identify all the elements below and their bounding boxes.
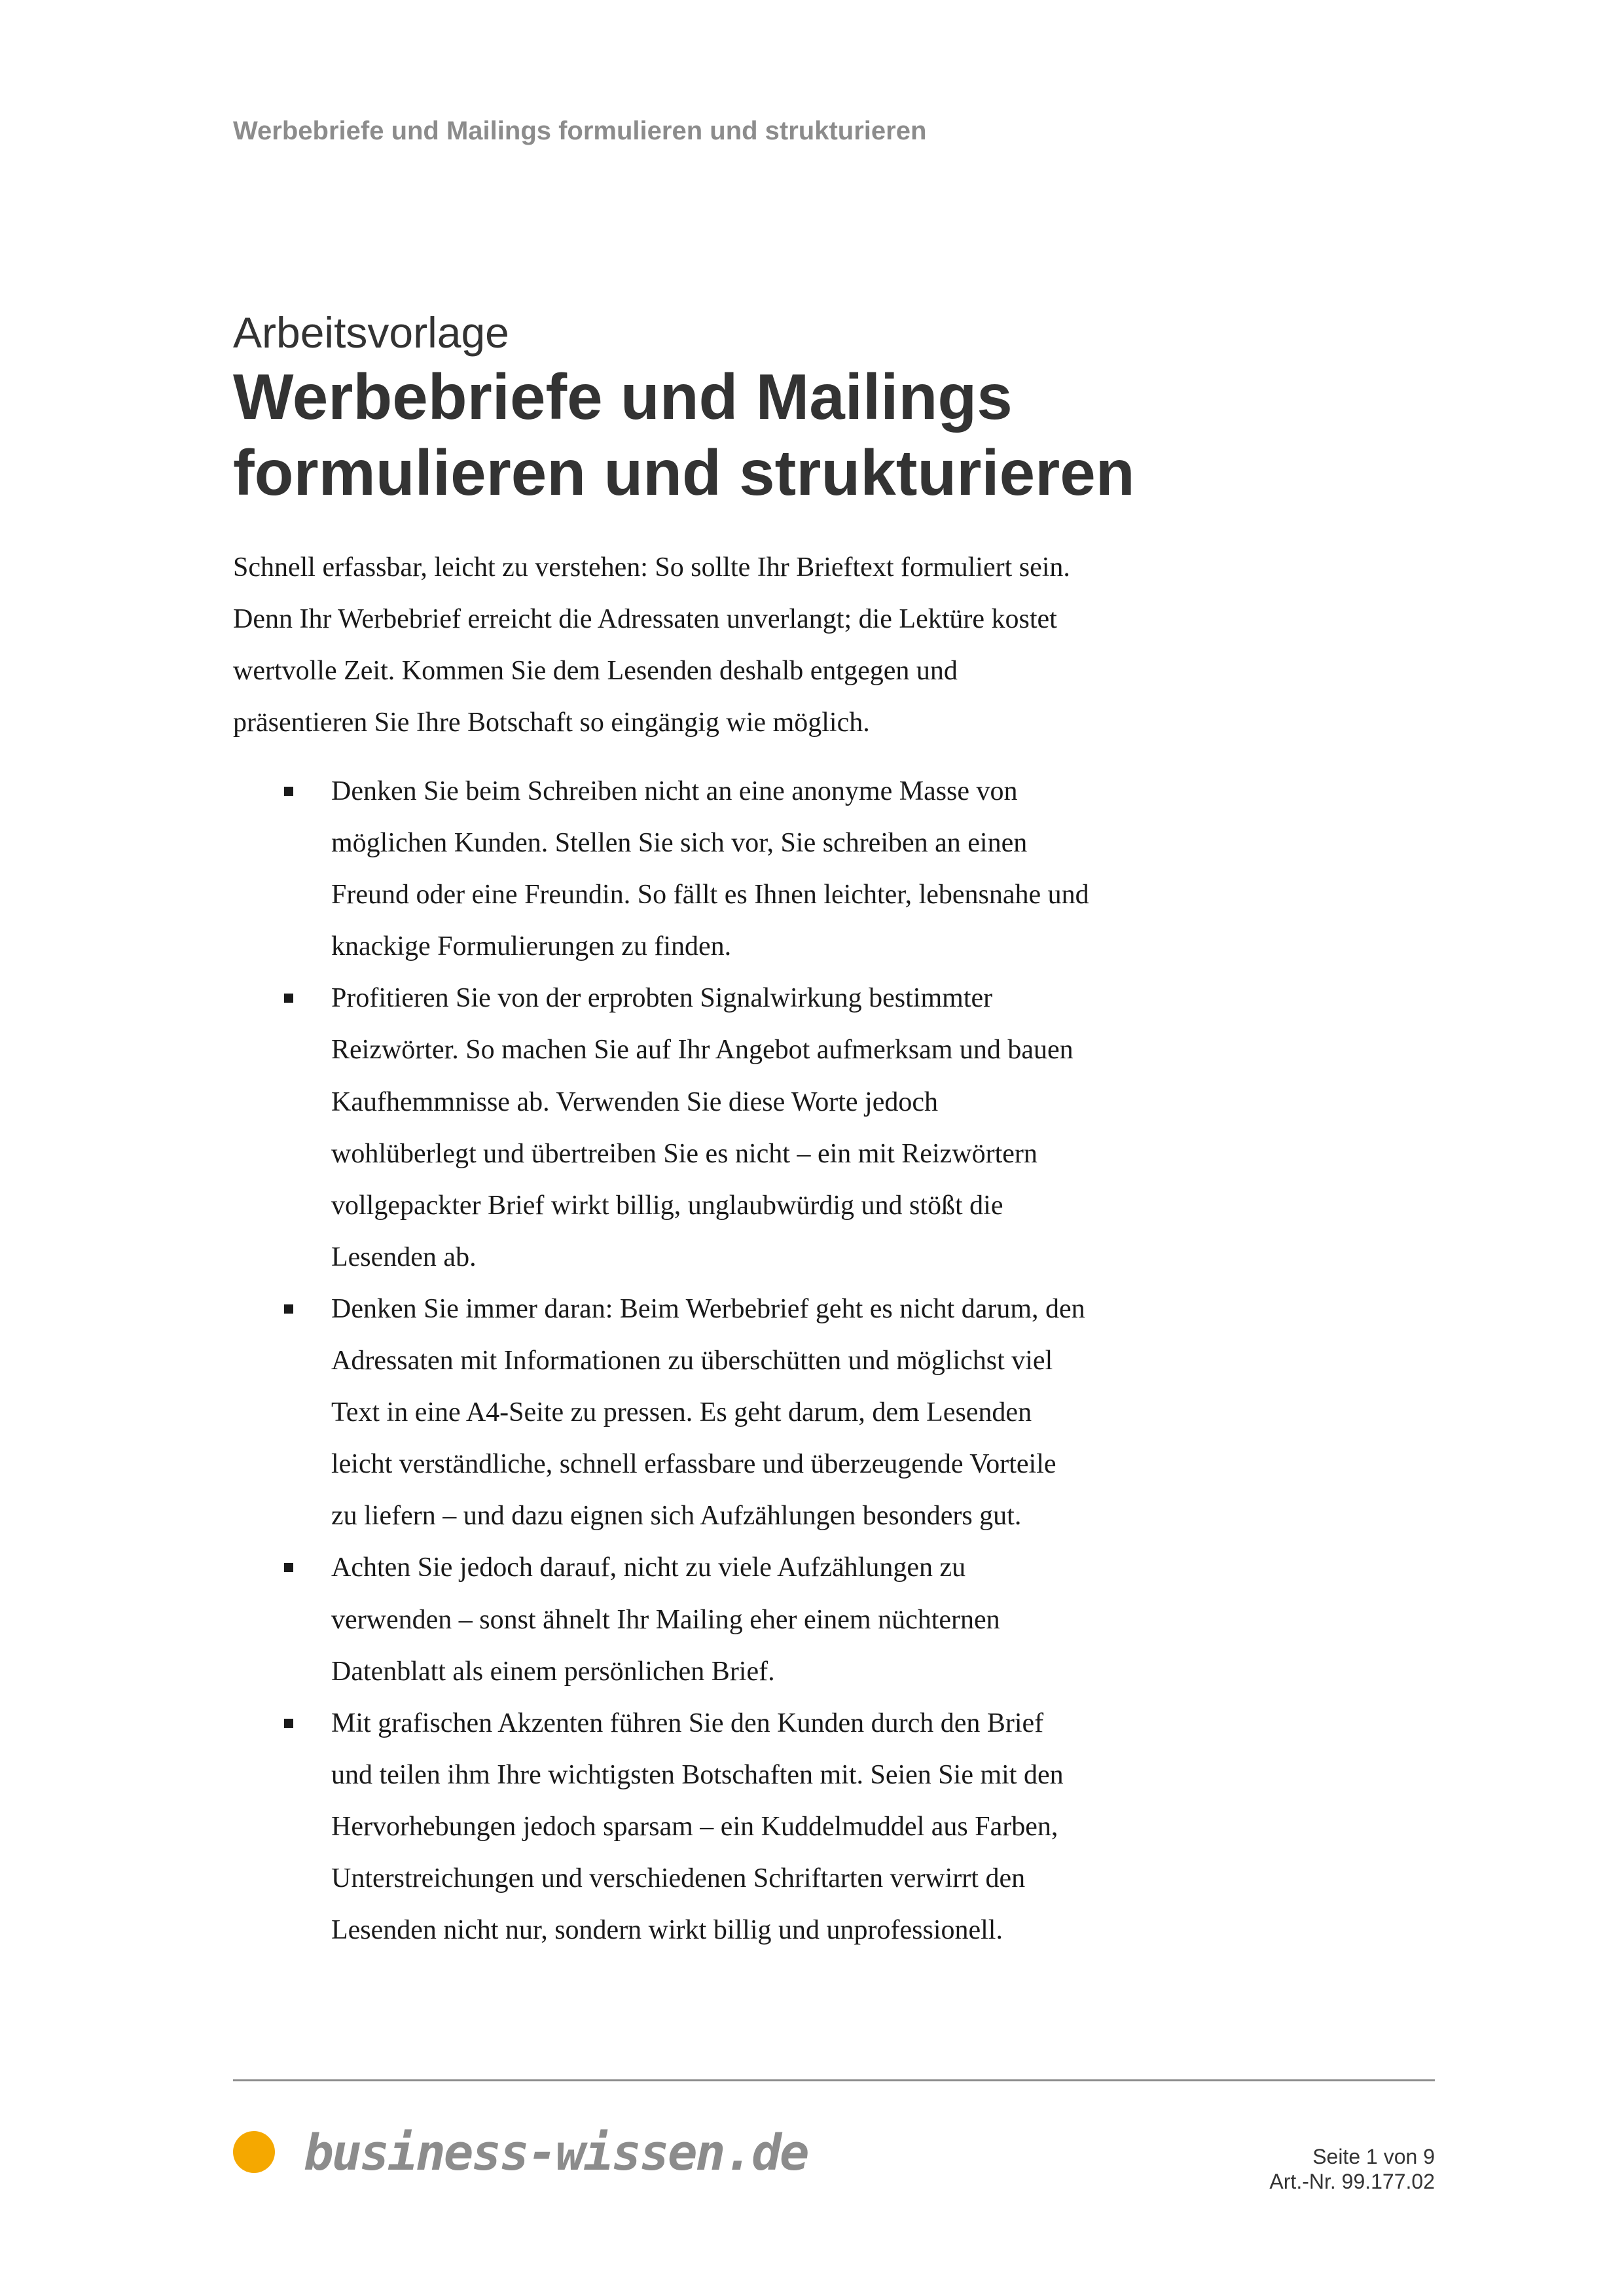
bullet-line: Adressaten mit Informationen zu überschütten und möglichst viel [331,1346,1053,1376]
page-meta [1269,2144,1435,2194]
document-title [233,359,1411,511]
bullet-line: möglichen Kunden. Stellen Sie sich vor, Sie schreiben an einen [331,828,1028,859]
bullet-line: Kaufhemmnisse ab. Verwenden Sie diese Worte jedoch [331,1086,938,1117]
bullet-line: und teilen ihm Ihre wichtigsten Botschaften mit. Seien Sie mit den [331,1759,1064,1790]
bullet-line: zu liefern – und dazu eignen sich Aufzählungen besonders gut. [331,1501,1022,1532]
bullet-line: verwenden – sonst ähnelt Ihr Mailing eher einem nüchternen [331,1604,1000,1635]
bullet-line: Denken Sie beim Schreiben nicht an eine anonyme Masse von [331,776,1018,806]
bullet-line: Denken Sie immer daran: Beim Werbebrief geht es nicht darum, den [331,1293,1085,1324]
bullet-line: Unterstreichungen und verschiedenen Schriftarten verwirrt den [331,1863,1026,1893]
logo-dot-icon [233,2131,275,2173]
bullet-item [233,973,1280,1283]
intro-line: wertvolle Zeit. Kommen Sie dem Lesenden deshalb entgegen und [233,656,958,686]
bullet-line: leicht verständliche, schnell erfassbare und überzeugende Vorteile [331,1449,1056,1480]
bullet-line: Mit grafischen Akzenten führen Sie den Kunden durch den Brief [331,1708,1044,1738]
page-number: Seite 1 von 9 [1312,2145,1435,2168]
bullet-line: Achten Sie jedoch darauf, nicht zu viele Aufzählungen zu [331,1552,966,1583]
square-bullet-icon [284,1304,293,1314]
bullet-line: Lesenden ab. [331,1242,477,1272]
square-bullet-icon [284,1563,293,1572]
document-title-line: formulieren und strukturieren [233,437,1135,509]
square-bullet-icon [284,1719,293,1728]
bullet-line: Hervorhebungen jedoch sparsam – ein Kuddelmuddel aus Farben, [331,1811,1058,1842]
bullet-line: vollgepackter Brief wirkt billig, unglaubwürdig und stößt die [331,1190,1003,1221]
document-type-label: Arbeitsvorlage [233,308,509,357]
logo-wordmark: business-wissen.de [304,2123,808,2181]
bullet-line: Datenblatt als einem persönlichen Brief. [331,1656,775,1687]
bullet-line: wohlüberlegt und übertreiben Sie es nicht – ein mit Reizwörtern [331,1138,1038,1169]
bullet-line: Text in eine A4-Seite zu pressen. Es geht darum, dem Lesenden [331,1397,1032,1428]
square-bullet-icon [284,787,293,796]
bullet-list [233,766,1280,1956]
bullet-item [233,1542,1280,1697]
square-bullet-icon [284,994,293,1003]
bullet-item [233,766,1280,973]
bullet-line: Freund oder eine Freundin. So fällt es Ihnen leichter, lebensnahe und [331,880,1089,910]
bullet-line: Reizwörter. So machen Sie auf Ihr Angebot aufmerksam und bauen [331,1035,1074,1066]
footer-logo [233,2119,808,2185]
document-title-line: Werbebriefe und Mailings [233,361,1013,433]
bullet-line: Lesenden nicht nur, sondern wirkt billig und unprofessionell. [331,1915,1003,1946]
footer-divider [233,2079,1435,2081]
bullet-item [233,1283,1280,1542]
intro-line: präsentieren Sie Ihre Botschaft so eingängig wie möglich. [233,708,870,738]
intro-line: Schnell erfassbar, leicht zu verstehen: So sollte Ihr Brieftext formuliert sein. [233,552,1070,583]
intro-paragraph [233,542,1241,749]
intro-line: Denn Ihr Werbebrief erreicht die Adressaten unverlangt; die Lektüre kostet [233,604,1057,634]
bullet-item [233,1698,1280,1956]
running-header: Werbebriefe und Mailings formulieren und strukturieren [233,117,927,145]
article-number: Art.-Nr. 99.177.02 [1269,2170,1435,2193]
bullet-line: Profitieren Sie von der erprobten Signalwirkung bestimmter [331,983,993,1014]
bullet-line: knackige Formulierungen zu finden. [331,931,732,962]
